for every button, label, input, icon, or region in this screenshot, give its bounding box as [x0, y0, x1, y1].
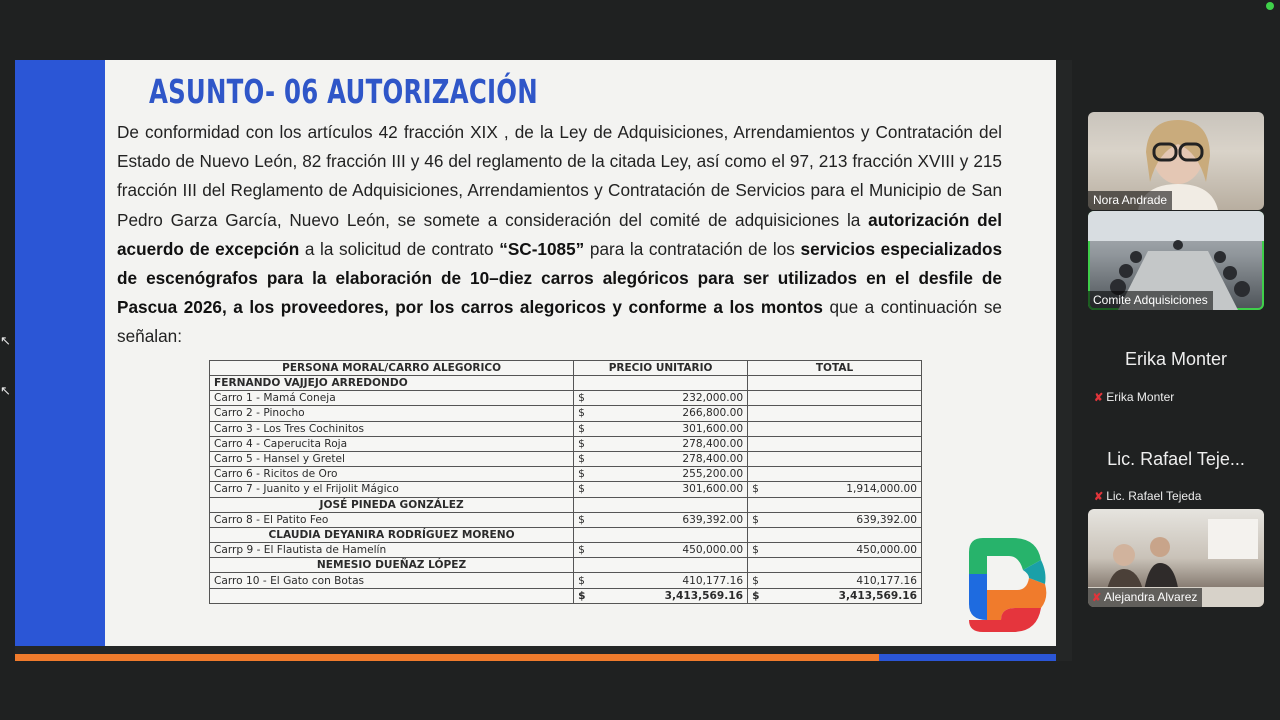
price-cell: 255,200.00: [682, 468, 744, 481]
participant-name: Alejandra Alvarez: [1088, 588, 1202, 607]
item-cell: Carro 8 - El Patito Feo: [210, 512, 574, 527]
slide-progress-bar: [15, 654, 879, 661]
mic-off-icon: ✘: [1094, 490, 1104, 503]
table-header-row: [210, 361, 922, 376]
table-row: [210, 512, 922, 527]
body-bold-1: autorización del acuerdo de excepción: [117, 209, 1002, 259]
total-cell: 1,914,000.00: [846, 483, 917, 496]
participant-display-name: Erika Monter: [1124, 349, 1228, 369]
total-cell: 450,000.00: [856, 544, 917, 557]
table-row: [210, 543, 922, 558]
grand-total-price: 3,413,569.16: [664, 589, 744, 602]
participant-display-name: Lic. Rafael Teje...: [1107, 449, 1245, 469]
participant-label-erika[interactable]: [1094, 390, 1174, 404]
currency-sign: $: [752, 513, 759, 526]
price-cell: 278,400.00: [682, 453, 744, 466]
mouse-cursor-icon: ↖: [0, 383, 11, 398]
participant-tile-comite[interactable]: [1088, 211, 1264, 310]
item-cell: Carro 7 - Juanito y el Frijolit Mágico: [210, 482, 574, 497]
provider-name: FERNANDO VAJJEJO ARREDONDO: [210, 376, 574, 391]
participant-tile-nora[interactable]: [1088, 112, 1264, 210]
provider-name: NEMESIO DUEÑAZ LÓPEZ: [210, 558, 574, 573]
table-row: [210, 573, 922, 588]
header-total: TOTAL: [748, 361, 922, 376]
header-persona: PERSONA MORAL/CARRO ALEGORICO: [210, 361, 574, 376]
item-cell: Carro 1 - Mamá Coneja: [210, 391, 574, 406]
price-cell: 639,392.00: [682, 513, 744, 526]
item-cell: Carrp 9 - El Flautista de Hamelín: [210, 543, 574, 558]
currency-sign: $: [578, 392, 585, 405]
provider-name: JOSÉ PINEDA GONZÁLEZ: [210, 497, 574, 512]
slide-side-band: [15, 60, 105, 646]
price-cell: 232,000.00: [682, 392, 744, 405]
price-cell: 301,600.00: [682, 483, 744, 496]
currency-sign: $: [752, 483, 759, 496]
item-cell: Carro 6 - Ricitos de Oro: [210, 467, 574, 482]
currency-sign: $: [578, 544, 585, 557]
currency-sign: $: [578, 437, 585, 450]
recording-indicator: [1266, 2, 1274, 10]
slide-progress-track: [879, 654, 1056, 661]
provider-row: [210, 527, 922, 542]
provider-row: [210, 376, 922, 391]
currency-sign: $: [578, 513, 585, 526]
currency-sign: $: [578, 453, 585, 466]
municipality-logo: [961, 534, 1049, 634]
table-row: [210, 482, 922, 497]
total-cell: 410,177.16: [856, 574, 917, 587]
body-text-4: que a continuación se señalan:: [117, 297, 1002, 347]
grand-total-row: [210, 588, 922, 603]
price-cell: 266,800.00: [682, 407, 744, 420]
body-text-2: a la solicitud de contrato: [299, 238, 500, 259]
price-cell: 301,600.00: [682, 422, 744, 435]
body-text-1: De conformidad con los artículos 42 fracción XIX , de la Ley de Adquisiciones, Arrendamientos y Contratación del Estado de Nuevo León, 82 fracción III y 46 del reglamento de la citada Ley, así como el 97, 213 fracción XVIII y 215 fracción III del Reglamento de Adquisiciones, Arrendamientos y Contratación de Servicios para el Municipio de San Pedro Garza García, Nuevo León, se somete a consideración del comité de adquisiciones la: [117, 122, 1002, 230]
body-bold-3: servicios especializados de escenógrafos para la elaboración de 10–diez carros alegóricos para ser utilizados en el desfile de Pascua 2026, a los proveedores, por los carros alegoricos y conforme a los montos: [117, 238, 1002, 318]
provider-name: CLAUDIA DEYANIRA RODRÍGUEZ MORENO: [210, 527, 574, 542]
mic-off-icon: ✘: [1094, 391, 1104, 404]
table-row: [210, 421, 922, 436]
currency-sign: $: [578, 589, 586, 602]
shared-screen: [15, 60, 1072, 661]
table-row: [210, 467, 922, 482]
currency-sign: $: [578, 483, 585, 496]
currency-sign: $: [578, 407, 585, 420]
slide-title: ASUNTO- 06 AUTORIZACIÓN: [149, 72, 538, 111]
participant-name: Nora Andrade: [1088, 191, 1172, 210]
price-cell: 410,177.16: [682, 574, 744, 587]
body-text-3: para la contratación de los: [584, 238, 801, 259]
item-cell: Carro 4 - Caperucita Roja: [210, 436, 574, 451]
table-row: [210, 391, 922, 406]
mouse-cursor-icon: ↖: [0, 333, 11, 348]
mic-off-icon: ✘: [1092, 592, 1102, 604]
provider-row: [210, 497, 922, 512]
participant-name: Erika Monter: [1106, 390, 1175, 404]
item-cell: Carro 5 - Hansel y Gretel: [210, 451, 574, 466]
carros-table: [209, 360, 922, 604]
price-cell: 278,400.00: [682, 437, 744, 450]
slide-body-text: [117, 118, 1002, 352]
currency-sign: $: [752, 574, 759, 587]
presentation-slide: [15, 60, 1056, 646]
price-cell: 450,000.00: [682, 544, 744, 557]
item-cell: Carro 10 - El Gato con Botas: [210, 573, 574, 588]
body-bold-2: “SC-1085”: [499, 238, 585, 259]
participant-label-rafael[interactable]: [1094, 489, 1201, 503]
provider-row: [210, 558, 922, 573]
currency-sign: $: [752, 544, 759, 557]
table-row: [210, 451, 922, 466]
table-row: [210, 436, 922, 451]
header-precio: PRECIO UNITARIO: [574, 361, 748, 376]
participant-tile-alejandra[interactable]: [1088, 509, 1264, 607]
currency-sign: $: [578, 422, 585, 435]
participant-name: Lic. Rafael Tejeda: [1106, 489, 1202, 503]
currency-sign: $: [578, 468, 585, 481]
item-cell: Carro 3 - Los Tres Cochinitos: [210, 421, 574, 436]
participant-name: Comite Adquisiciones: [1088, 291, 1213, 310]
grand-total-total: 3,413,569.16: [838, 589, 917, 602]
total-cell: 639,392.00: [856, 513, 917, 526]
currency-sign: $: [752, 589, 760, 602]
item-cell: Carro 2 - Pinocho: [210, 406, 574, 421]
table-row: [210, 406, 922, 421]
currency-sign: $: [578, 574, 585, 587]
